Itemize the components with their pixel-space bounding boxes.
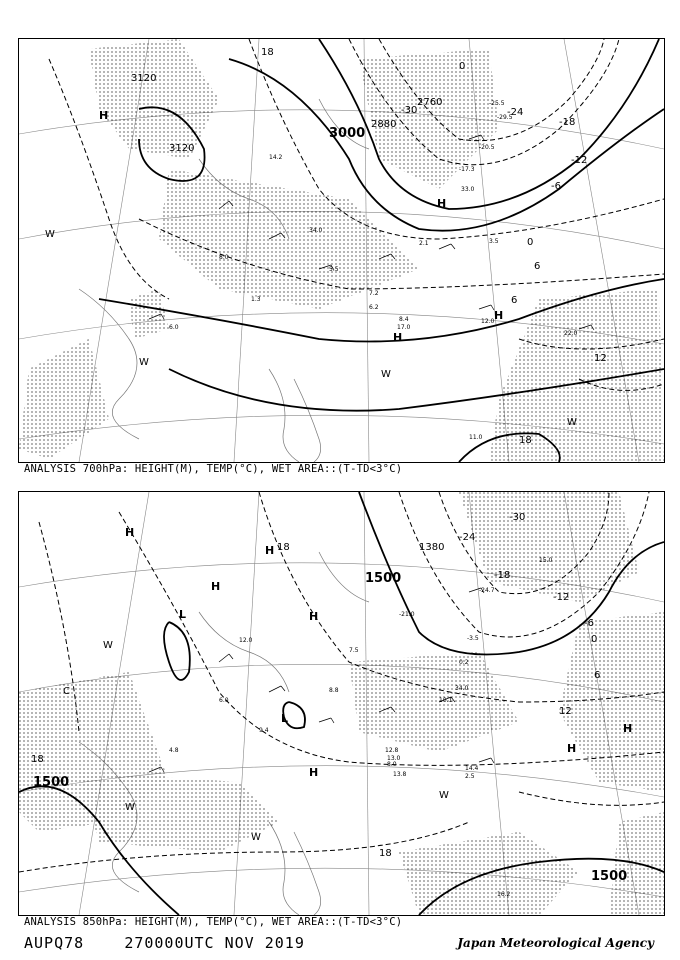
station-value: 6.2 [369, 304, 379, 311]
temp-label: 0 [527, 237, 534, 248]
height-label: 2880 [371, 119, 397, 130]
station-value: 12.8 [385, 747, 399, 754]
chart-panel-850hpa [18, 491, 665, 916]
temp-label: 0 [591, 634, 598, 645]
panel-caption-700hpa: ANALYSIS 700hPa: HEIGHT(M), TEMP(°C), WET AREA::(T-TD<3°C) [24, 463, 403, 475]
temp-label: 6 [511, 295, 518, 306]
temp-label: -12 [553, 592, 570, 603]
temp-label: -6 [551, 181, 561, 192]
height-label: 3120 [131, 73, 157, 84]
wet-areas [19, 492, 664, 915]
height-label: 1380 [419, 542, 445, 553]
station-value: 6.0 [219, 697, 229, 704]
pressure-center: L [281, 712, 289, 725]
station-value: 0.2 [459, 659, 469, 666]
station-value: 2.1 [419, 240, 429, 247]
station-value: 33.0 [461, 186, 475, 193]
warm-center: W [125, 802, 135, 813]
station-value: -29.5 [497, 114, 513, 121]
warm-center: W [251, 832, 261, 843]
temp-label: -30 [401, 105, 418, 116]
temp-label: -24 [459, 532, 476, 543]
station-value: 34.0 [309, 227, 323, 234]
pressure-center: H [567, 742, 577, 755]
station-value: 2.5 [465, 773, 475, 780]
station-value: 5.5 [329, 266, 339, 273]
temp-label: 12 [559, 706, 572, 717]
station-value: 8.0 [387, 761, 397, 768]
station-value: 8.8 [329, 687, 339, 694]
station-value: 9.4 [259, 727, 269, 734]
pressure-center: H [211, 580, 221, 593]
temp-label: -30 [509, 512, 526, 523]
wet-areas [19, 39, 664, 462]
station-value: 14.4 [465, 765, 479, 772]
station-value: 8.4 [399, 316, 409, 323]
pressure-center: H [125, 526, 135, 539]
station-value: 22.0 [564, 330, 578, 337]
map-700hpa [19, 39, 664, 462]
warm-center: W [45, 229, 55, 240]
temp-label: C [63, 686, 70, 697]
pressure-center: H [623, 722, 633, 735]
chart-time: 270000UTC NOV 2019 [124, 934, 305, 952]
station-value: 8.0 [219, 254, 229, 261]
pressure-center: H [393, 331, 403, 344]
station-value: 7.2 [369, 290, 379, 297]
pressure-center: H [309, 766, 319, 779]
temp-label: 18 [261, 47, 274, 58]
height-label: 3120 [169, 143, 195, 154]
height-label: 2760 [417, 97, 443, 108]
height-label: 1500 [365, 571, 402, 586]
station-value: 12.0 [239, 637, 253, 644]
temp-label: 18 [31, 754, 44, 765]
warm-center: W [381, 369, 391, 380]
temp-label: 0 [459, 61, 466, 72]
station-value: 13.0 [387, 755, 401, 762]
station-value: 12.0 [481, 318, 495, 325]
station-value: 6.0 [169, 324, 179, 331]
height-label: 3000 [329, 126, 366, 141]
station-value: 34.0 [455, 685, 469, 692]
warm-center: W [139, 357, 149, 368]
station-value: -20.5 [479, 144, 495, 151]
height-label: 1500 [33, 775, 70, 790]
temp-label: -18 [559, 117, 576, 128]
temp-label: 18 [519, 435, 532, 446]
station-value: 3.5 [489, 238, 499, 245]
station-value: 1.3 [251, 296, 261, 303]
station-value: -17.3 [459, 166, 475, 173]
warm-center: W [567, 417, 577, 428]
temp-label: 18 [379, 848, 392, 859]
height-label: 1500 [591, 869, 628, 884]
pressure-center: L [179, 608, 187, 621]
station-value: -25.5 [489, 100, 505, 107]
temp-label: 6 [534, 261, 541, 272]
chart-code: AUPQ78 [24, 934, 85, 952]
temp-label: 18 [277, 542, 290, 553]
temp-label: 6 [594, 670, 601, 681]
station-value: 11.0 [469, 434, 483, 441]
temp-label: 12 [594, 353, 607, 364]
station-value: -3.5 [467, 635, 479, 642]
pressure-center: H [99, 109, 109, 122]
panel-caption-850hpa: ANALYSIS 850hPa: HEIGHT(M), TEMP(°C), WET AREA::(T-TD<3°C) [24, 916, 403, 928]
station-value: 7.5 [349, 647, 359, 654]
temp-label: -12 [571, 155, 588, 166]
station-value: 14.2 [269, 154, 283, 161]
station-value: -21.0 [399, 611, 415, 618]
chart-panel-700hpa [18, 38, 665, 463]
temp-label: -24 [507, 107, 524, 118]
station-value: -24.7 [479, 587, 495, 594]
station-value: 4.8 [169, 747, 179, 754]
pressure-center: H [309, 610, 319, 623]
warm-center: W [103, 640, 113, 651]
map-850hpa [19, 492, 664, 915]
pressure-center: H [265, 544, 275, 557]
pressure-center: H [494, 309, 504, 322]
station-value: 15.0 [539, 557, 553, 564]
pressure-center: H [437, 197, 447, 210]
station-value: 13.8 [393, 771, 407, 778]
station-value: 10.1 [439, 697, 453, 704]
chart-identifier [24, 934, 305, 952]
temp-label: -6 [584, 618, 594, 629]
warm-center: W [439, 790, 449, 801]
temp-label: -18 [494, 570, 511, 581]
agency-credit: Japan Meteorological Agency [457, 936, 654, 950]
station-value: 17.0 [397, 324, 411, 331]
station-value: 16.2 [497, 891, 511, 898]
